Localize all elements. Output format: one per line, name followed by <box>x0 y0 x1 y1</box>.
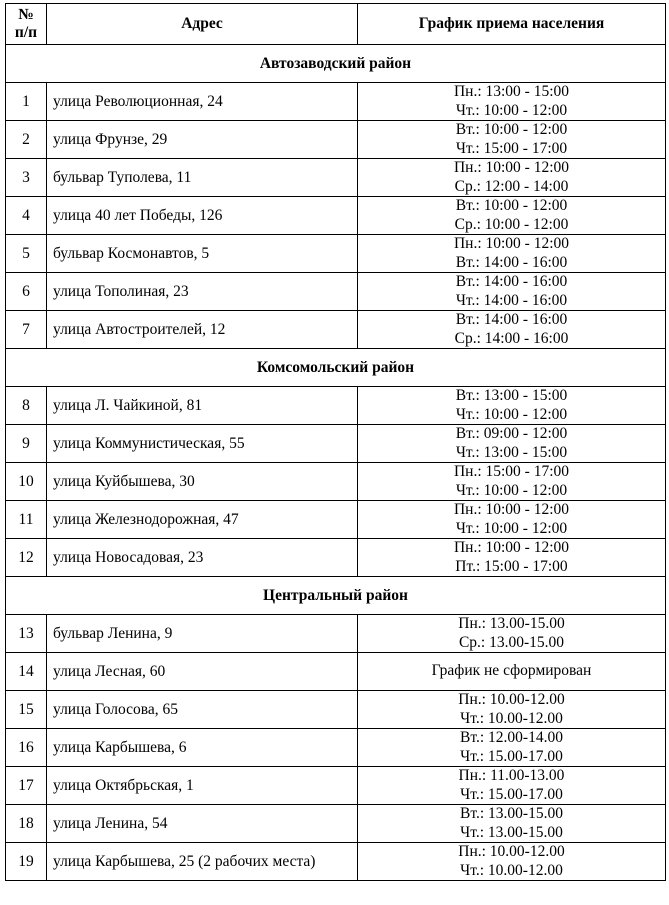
schedule-line: Вт.: 10:00 - 12:00 <box>455 121 568 138</box>
schedule-line: Пн.: 11.00-13.00 <box>458 767 565 784</box>
schedule-line: Пн.: 13.00-15.00 <box>458 615 565 632</box>
schedule-line: Чт.: 10:00 - 12:00 <box>455 101 568 119</box>
row-schedule <box>358 539 666 577</box>
row-address: улица Голосова, 65 <box>47 691 358 729</box>
schedule-line: Чт.: 10.00-12.00 <box>460 861 563 879</box>
header-schedule: График приема населения <box>358 4 666 45</box>
row-schedule <box>358 805 666 843</box>
row-address: улица Автостроителей, 12 <box>47 311 358 349</box>
table-row <box>6 501 666 539</box>
table-row <box>6 615 666 653</box>
row-schedule <box>358 615 666 653</box>
schedule-line: Вт.: 14:00 - 16:00 <box>455 273 568 290</box>
row-address: бульвар Космонавтов, 5 <box>47 235 358 273</box>
schedule-line: Чт.: 10:00 - 12:00 <box>455 481 568 499</box>
row-schedule <box>358 691 666 729</box>
schedule-line: Пн.: 15:00 - 17:00 <box>453 463 570 480</box>
row-address: улица Куйбышева, 30 <box>47 463 358 501</box>
table-row <box>6 197 666 235</box>
row-schedule <box>358 121 666 159</box>
row-schedule <box>358 463 666 501</box>
schedule-line: Ср.: 14:00 - 16:00 <box>454 329 569 347</box>
schedule-line: Вт.: 13:00 - 15:00 <box>455 387 568 404</box>
row-number: 7 <box>6 311 47 349</box>
row-address: бульвар Туполева, 11 <box>47 159 358 197</box>
row-schedule <box>358 387 666 425</box>
table-header-row <box>6 4 666 45</box>
table-row <box>6 463 666 501</box>
schedule-line: Чт.: 15.00-17.00 <box>460 785 563 803</box>
row-number: 16 <box>6 729 47 767</box>
row-address: улица Новосадовая, 23 <box>47 539 358 577</box>
row-address: улица Октябрьская, 1 <box>47 767 358 805</box>
row-number: 1 <box>6 83 47 121</box>
schedule-line: Чт.: 10:00 - 12:00 <box>455 405 568 423</box>
schedule-line: Пн.: 13:00 - 15:00 <box>453 83 570 100</box>
row-schedule <box>358 159 666 197</box>
schedule-line: Чт.: 14:00 - 16:00 <box>455 291 568 309</box>
schedule-line: Ср.: 13.00-15.00 <box>458 633 565 651</box>
row-schedule <box>358 311 666 349</box>
row-schedule <box>358 425 666 463</box>
reception-schedule-table <box>5 3 666 881</box>
table-row <box>6 539 666 577</box>
schedule-line: График не сформирован <box>431 662 592 680</box>
table-row <box>6 425 666 463</box>
row-number: 6 <box>6 273 47 311</box>
table-row <box>6 387 666 425</box>
schedule-line: Чт.: 15.00-17.00 <box>460 747 563 765</box>
row-number: 13 <box>6 615 47 653</box>
schedule-line: Чт.: 10:00 - 12:00 <box>455 519 568 537</box>
schedule-line: Пн.: 10.00-12.00 <box>458 843 565 860</box>
table-row <box>6 273 666 311</box>
row-address: улица Ленина, 54 <box>47 805 358 843</box>
row-number: 2 <box>6 121 47 159</box>
section-row <box>6 577 666 615</box>
section-row <box>6 349 666 387</box>
row-number: 11 <box>6 501 47 539</box>
row-address: улица Л. Чайкиной, 81 <box>47 387 358 425</box>
schedule-line: Чт.: 13:00 - 15:00 <box>455 443 568 461</box>
row-schedule <box>358 235 666 273</box>
schedule-line: Вт.: 13.00-15.00 <box>460 805 563 822</box>
schedule-line: Чт.: 10.00-12.00 <box>460 709 563 727</box>
table-row <box>6 691 666 729</box>
row-address: улица Лесная, 60 <box>47 653 358 691</box>
header-number-symbol: № <box>18 5 34 23</box>
schedule-line: Пн.: 10:00 - 12:00 <box>453 159 570 176</box>
section-title: Автозаводский район <box>6 45 666 83</box>
row-schedule <box>358 273 666 311</box>
row-schedule <box>358 729 666 767</box>
row-number: 10 <box>6 463 47 501</box>
schedule-line: Ср.: 10:00 - 12:00 <box>454 215 569 233</box>
schedule-line: Чт.: 13.00-15.00 <box>460 823 563 841</box>
row-number: 15 <box>6 691 47 729</box>
header-number-abbr: п/п <box>14 24 38 41</box>
table-row <box>6 311 666 349</box>
table-row <box>6 653 666 691</box>
table-row <box>6 159 666 197</box>
section-title: Центральный район <box>6 577 666 615</box>
schedule-line: Пн.: 10.00-12.00 <box>458 691 565 708</box>
table-row <box>6 235 666 273</box>
row-address: улица Карбышева, 25 (2 рабочих места) <box>47 843 358 881</box>
schedule-line: Вт.: 14:00 - 16:00 <box>455 253 568 271</box>
row-schedule <box>358 653 666 691</box>
row-number: 8 <box>6 387 47 425</box>
row-schedule <box>358 501 666 539</box>
schedule-line: Пн.: 10:00 - 12:00 <box>453 539 570 556</box>
header-address: Адрес <box>47 4 358 45</box>
table-row <box>6 805 666 843</box>
row-schedule <box>358 83 666 121</box>
row-address: улица 40 лет Победы, 126 <box>47 197 358 235</box>
table-row <box>6 83 666 121</box>
schedule-line: Пт.: 15:00 - 17:00 <box>455 557 568 575</box>
row-schedule <box>358 767 666 805</box>
schedule-line: Пн.: 10:00 - 12:00 <box>453 235 570 252</box>
row-address: улица Железнодорожная, 47 <box>47 501 358 539</box>
section-title: Комсомольский район <box>6 349 666 387</box>
row-address: улица Карбышева, 6 <box>47 729 358 767</box>
row-number: 5 <box>6 235 47 273</box>
schedule-line: Вт.: 12.00-14.00 <box>460 729 563 746</box>
row-address: улица Фрунзе, 29 <box>47 121 358 159</box>
row-number: 9 <box>6 425 47 463</box>
row-address: улица Революционная, 24 <box>47 83 358 121</box>
schedule-line: Вт.: 14:00 - 16:00 <box>455 311 568 328</box>
table-row <box>6 121 666 159</box>
row-schedule <box>358 197 666 235</box>
row-number: 4 <box>6 197 47 235</box>
schedule-line: Вт.: 09:00 - 12:00 <box>455 425 568 442</box>
header-number <box>6 4 47 45</box>
row-number: 17 <box>6 767 47 805</box>
row-number: 14 <box>6 653 47 691</box>
row-number: 19 <box>6 843 47 881</box>
row-address: улица Коммунистическая, 55 <box>47 425 358 463</box>
section-row <box>6 45 666 83</box>
table-row <box>6 729 666 767</box>
row-schedule <box>358 843 666 881</box>
row-address: бульвар Ленина, 9 <box>47 615 358 653</box>
schedule-line: Ср.: 12:00 - 14:00 <box>454 177 569 195</box>
row-number: 18 <box>6 805 47 843</box>
row-number: 12 <box>6 539 47 577</box>
row-address: улица Тополиная, 23 <box>47 273 358 311</box>
table-row <box>6 843 666 881</box>
schedule-line: Пн.: 10:00 - 12:00 <box>453 501 570 518</box>
schedule-line: Чт.: 15:00 - 17:00 <box>455 139 568 157</box>
table-body <box>6 45 666 881</box>
table-row <box>6 767 666 805</box>
row-number: 3 <box>6 159 47 197</box>
schedule-line: Вт.: 10:00 - 12:00 <box>455 197 568 214</box>
